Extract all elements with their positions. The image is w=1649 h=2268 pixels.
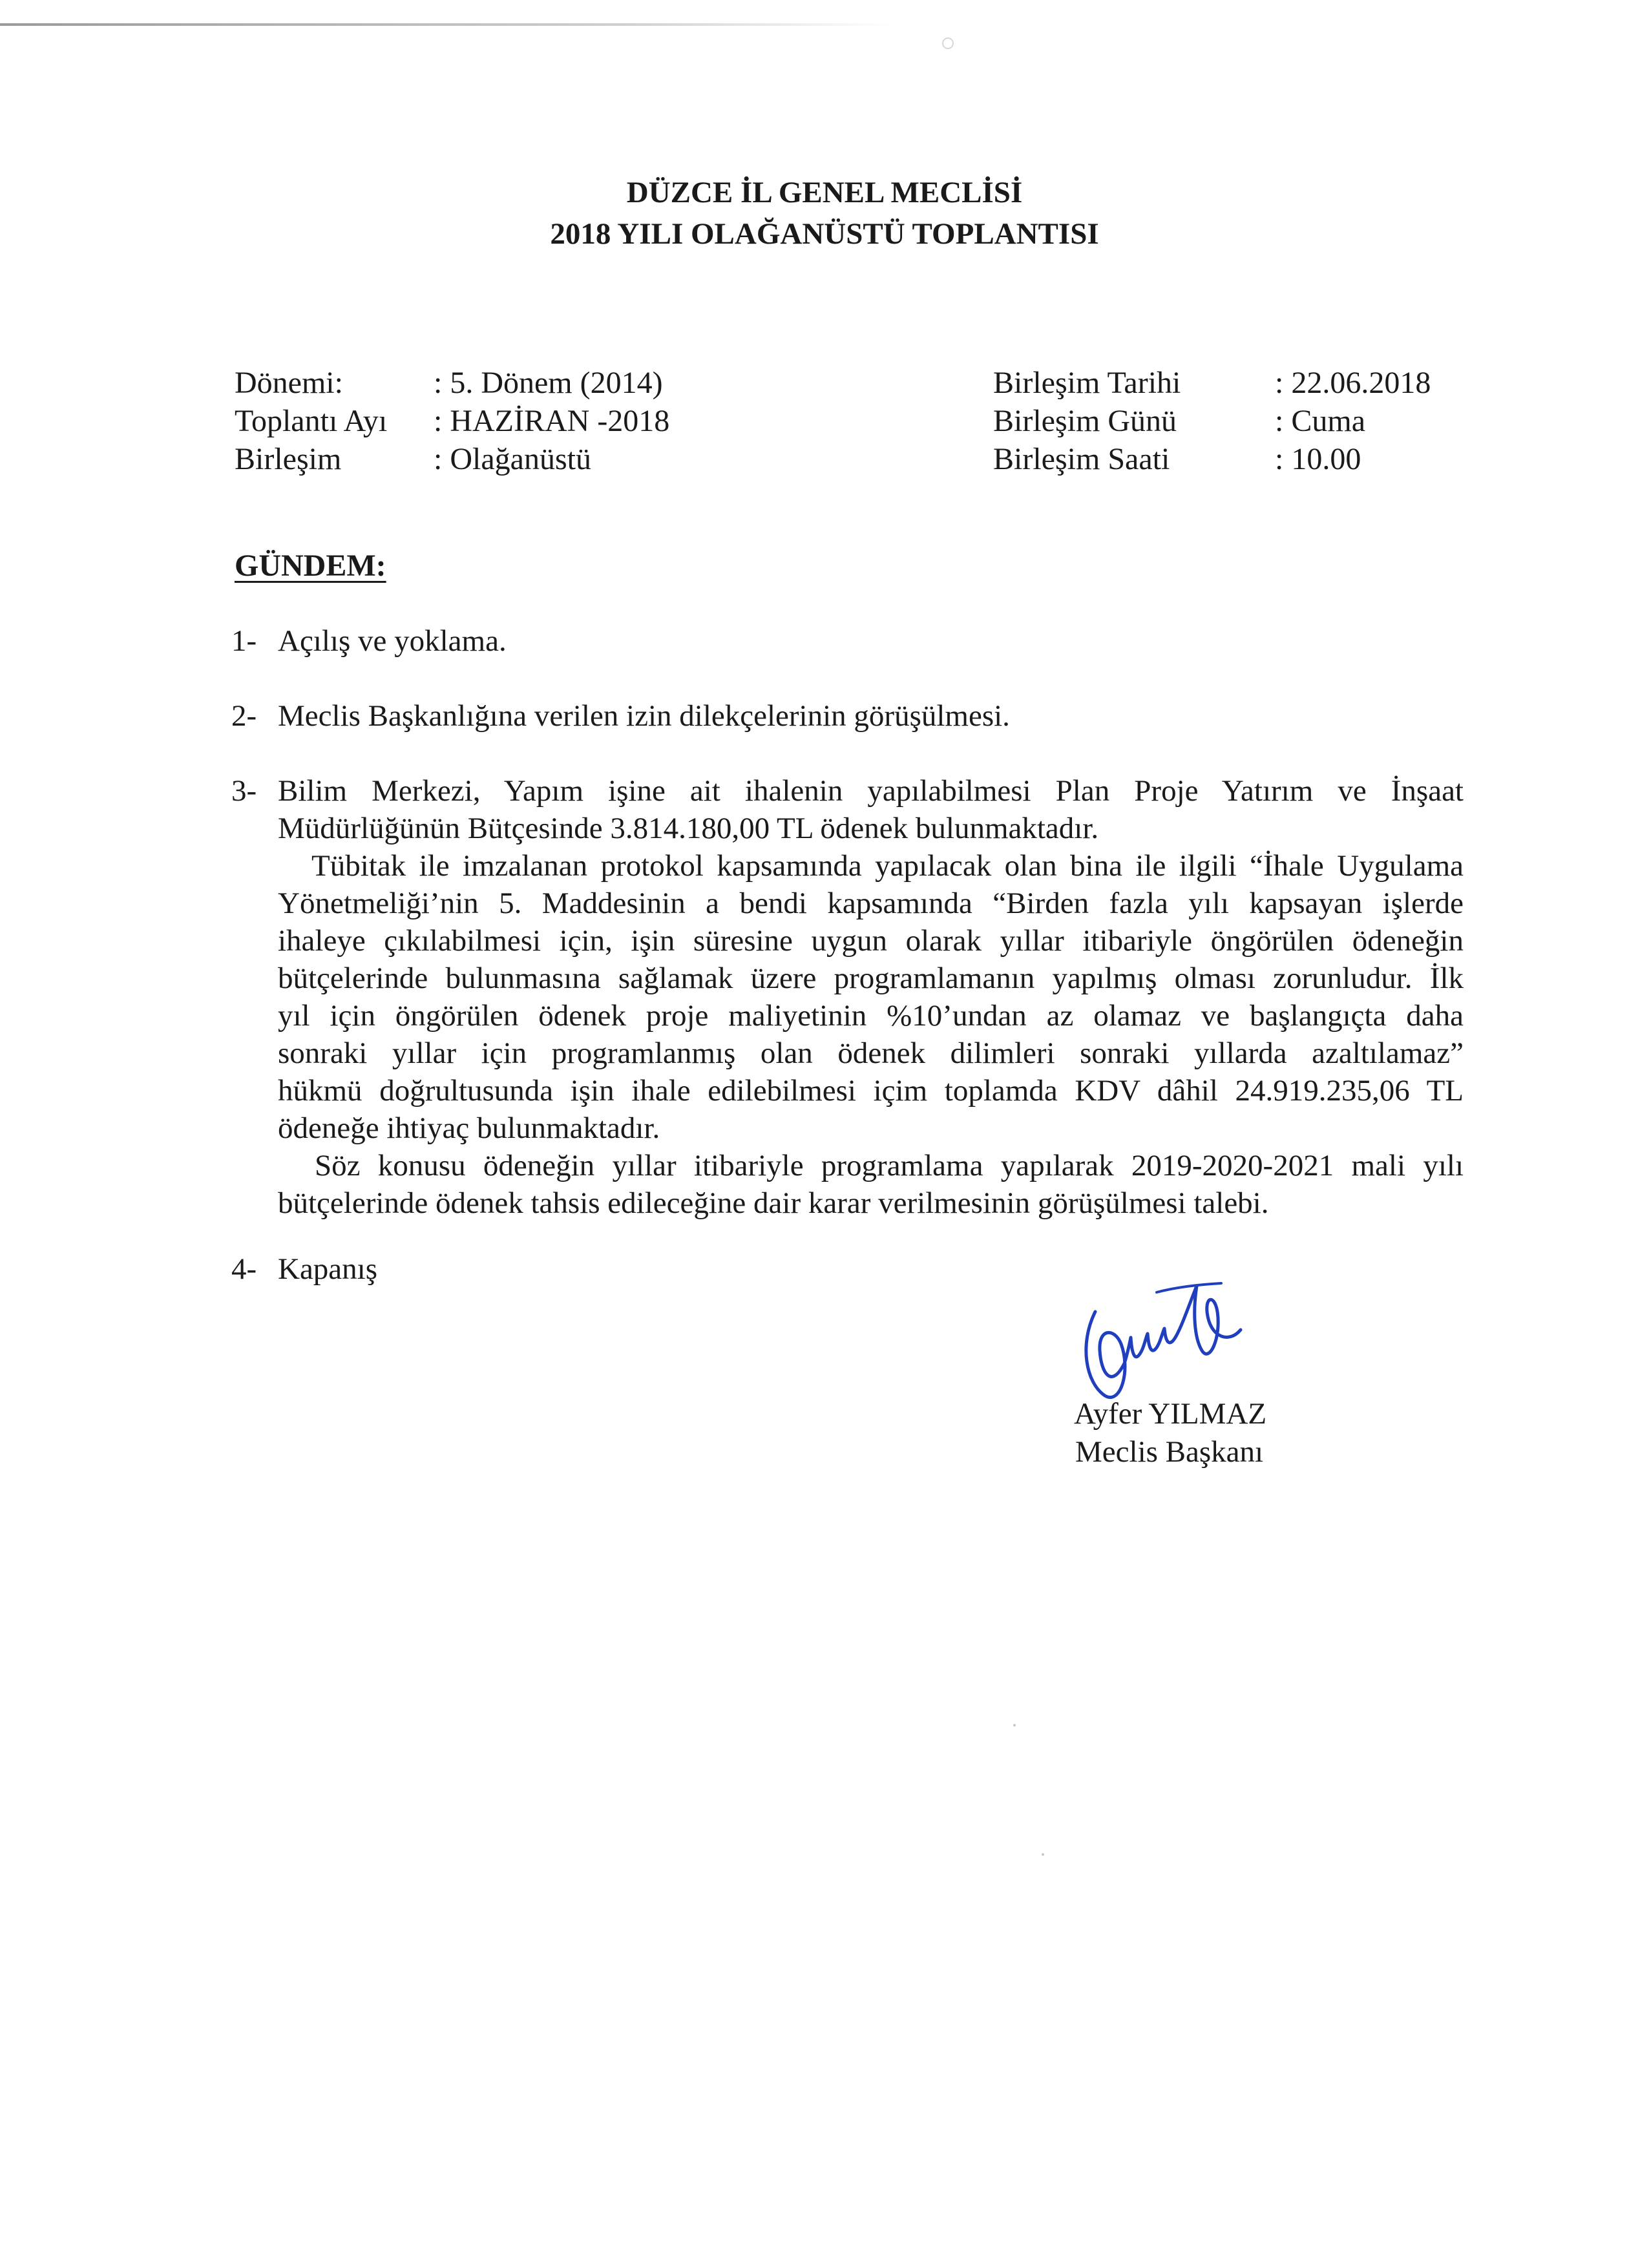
agenda-heading: GÜNDEM: bbox=[235, 549, 386, 583]
agenda-item-line: ihaleye çıkılabilmesi için, işin süresine uygun olarak yıllar itibariyle öngörülen ödeneğin bbox=[278, 924, 1464, 958]
agenda-item-number: 3- bbox=[231, 774, 257, 808]
agenda-item-text: Meclis Başkanlığına verilen izin dilekçelerinin görüşülmesi. bbox=[278, 699, 1010, 733]
document-title: DÜZCE İL GENEL MECLİSİ bbox=[626, 176, 1023, 209]
term-label: Dönemi: bbox=[235, 366, 343, 400]
handwritten-signature bbox=[1060, 1266, 1254, 1415]
session-time-row bbox=[993, 440, 1510, 478]
agenda-item-line: bütçelerinde bulunmasına sağlamak üzere programlamanın yapılmış olması zorunludur. İlk bbox=[278, 961, 1464, 995]
signature-stroke bbox=[1157, 1283, 1221, 1292]
session-day-row bbox=[993, 402, 1510, 440]
document-subtitle: 2018 YILI OLAĞANÜSTÜ TOPLANTISI bbox=[550, 217, 1099, 251]
scan-speck bbox=[1013, 1724, 1016, 1727]
agenda-item-paragraphs bbox=[278, 772, 1464, 1222]
scan-speck bbox=[1042, 1853, 1044, 1856]
session-time-label: Birleşim Saati bbox=[993, 442, 1170, 476]
scan-mark bbox=[942, 37, 954, 49]
agenda-item-number: 1- bbox=[231, 624, 257, 658]
session-label: Birleşim bbox=[235, 442, 342, 476]
agenda-item-line: yıl için öngörülen ödenek proje maliyetinin %10’undan az olamaz ve başlangıçta daha bbox=[278, 999, 1464, 1033]
meeting-month-value: : HAZİRAN -2018 bbox=[434, 404, 670, 438]
agenda-item-text: Açılış ve yoklama. bbox=[278, 624, 507, 658]
agenda-item-line: Yönetmeliği’nin 5. Maddesinin a bendi kapsamında “Birden fazla yılı kapsayan işlerde bbox=[278, 887, 1464, 920]
session-day-value: : Cuma bbox=[1275, 404, 1365, 438]
signature-stroke bbox=[1086, 1286, 1241, 1398]
agenda-item-line: bütçelerinde ödenek tahsis edileceğine dair karar verilmesinin görüşülmesi talebi. bbox=[278, 1186, 1269, 1220]
scan-edge-line bbox=[0, 23, 892, 26]
session-row bbox=[235, 440, 816, 478]
term-value: : 5. Dönem (2014) bbox=[434, 366, 663, 400]
agenda-item-line: ödeneğe ihtiyaç bulunmaktadır. bbox=[278, 1111, 660, 1145]
term-row bbox=[235, 364, 816, 402]
session-date-row bbox=[993, 364, 1510, 402]
session-day-label: Birleşim Günü bbox=[993, 404, 1177, 438]
agenda-item-line: Bilim Merkezi, Yapım işine ait ihalenin yapılabilmesi Plan Proje Yatırım ve İnşaat bbox=[278, 774, 1464, 808]
agenda-item-line: sonraki yıllar için programlanmış olan ödenek dilimleri sonraki yıllarda azaltılamaz” bbox=[278, 1036, 1464, 1070]
agenda-item-line: Söz konusu ödeneğin yıllar itibariyle programlama yapılarak 2019-2020-2021 mali yılı bbox=[315, 1149, 1464, 1182]
session-value: : Olağanüstü bbox=[434, 442, 591, 476]
agenda-item-line: Müdürlüğünün Bütçesinde 3.814.180,00 TL ödenek bulunmaktadır. bbox=[278, 812, 1099, 845]
meeting-info-left bbox=[235, 364, 816, 478]
signatory-title: Meclis Başkanı bbox=[1075, 1435, 1264, 1469]
agenda-item-number: 4- bbox=[231, 1252, 257, 1286]
session-date-value: : 22.06.2018 bbox=[1275, 366, 1431, 400]
agenda-item-line: hükmü doğrultusunda işin ihale edilebilmesi içim toplamda KDV dâhil 24.919.235,06 TL bbox=[278, 1074, 1464, 1108]
meeting-month-row bbox=[235, 402, 816, 440]
session-date-label: Birleşim Tarihi bbox=[993, 366, 1181, 400]
session-time-value: : 10.00 bbox=[1275, 442, 1361, 476]
signatory-name: Ayfer YILMAZ bbox=[1074, 1397, 1267, 1431]
meeting-month-label: Toplantı Ayı bbox=[235, 404, 388, 438]
agenda-item-line: Tübitak ile imzalanan protokol kapsamında yapılacak olan bina ile ilgili “İhale Uygulama bbox=[311, 849, 1464, 883]
meeting-info-right bbox=[993, 364, 1510, 478]
agenda-item-number: 2- bbox=[231, 699, 257, 733]
agenda-item-text: Kapanış bbox=[278, 1252, 378, 1286]
